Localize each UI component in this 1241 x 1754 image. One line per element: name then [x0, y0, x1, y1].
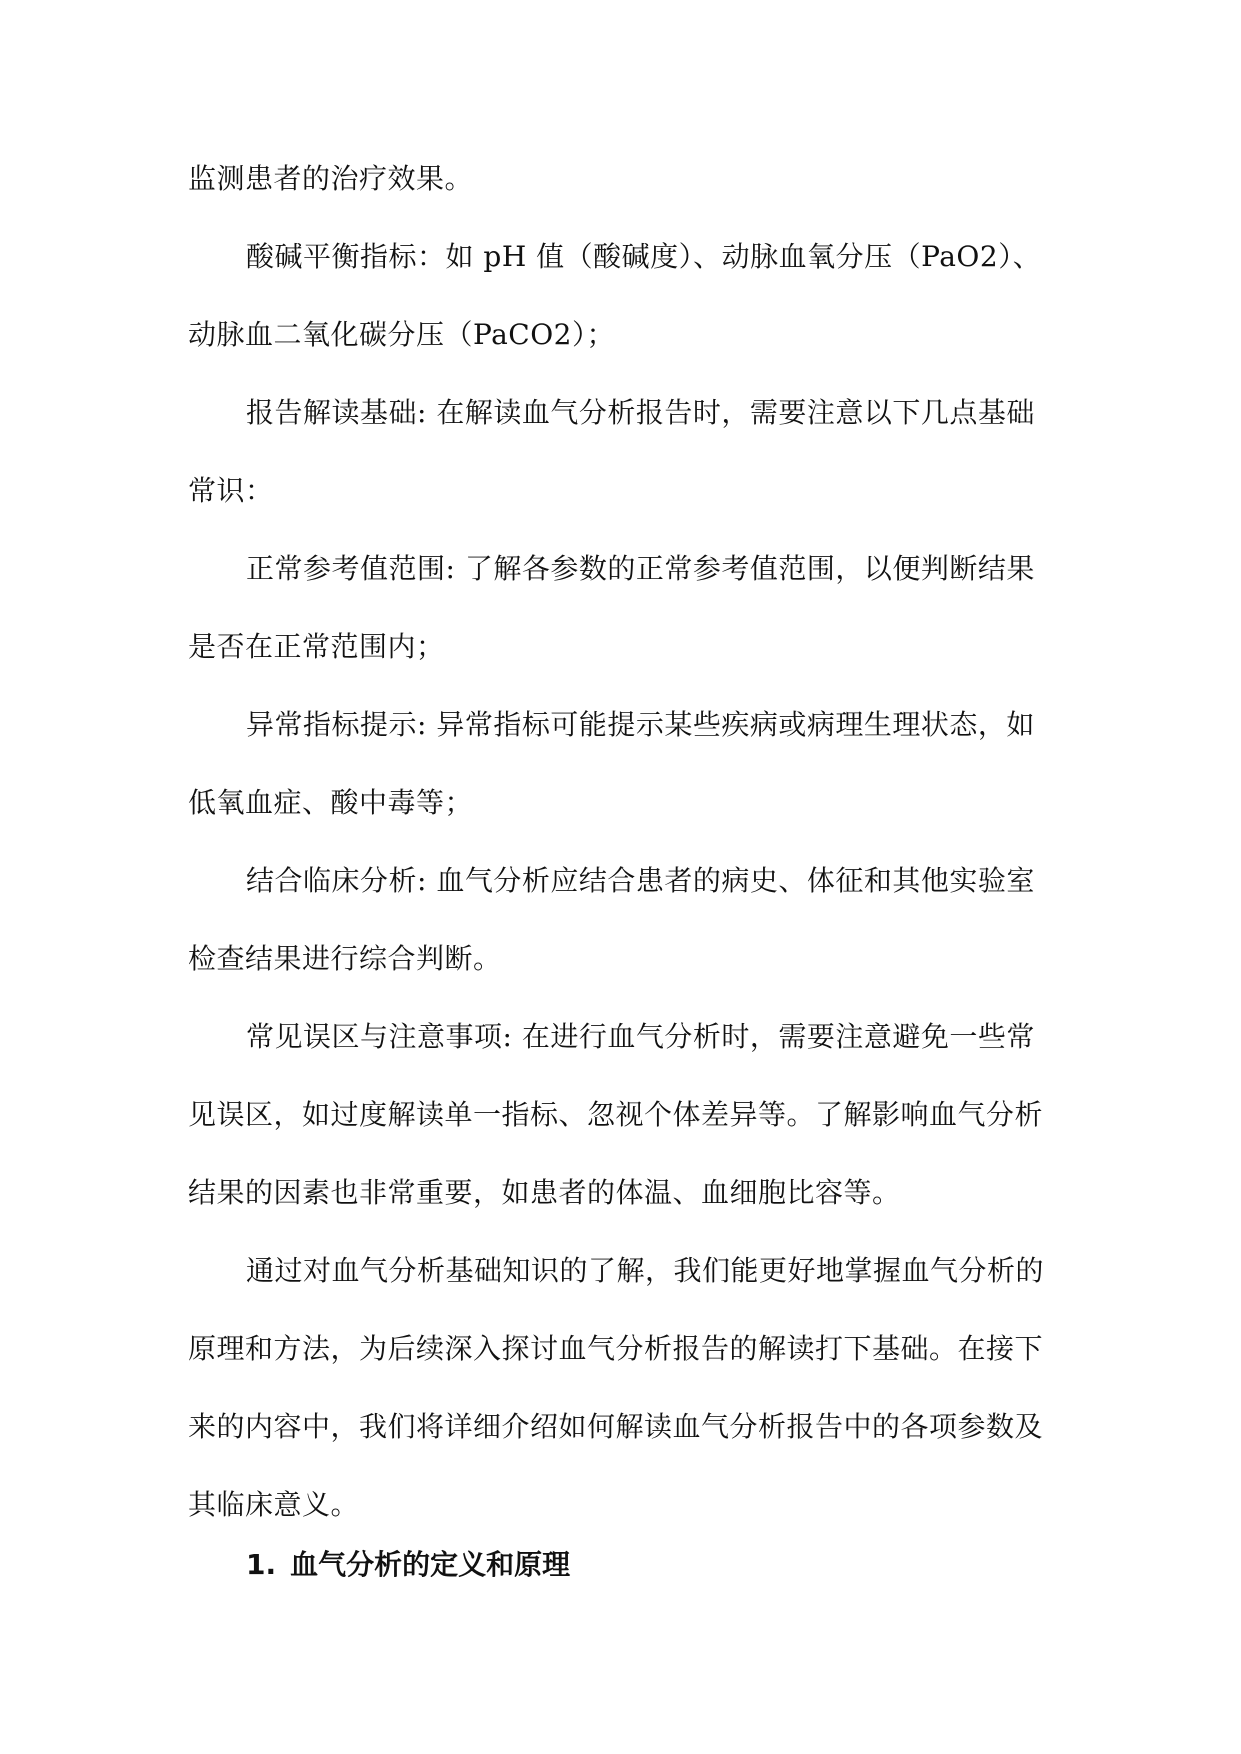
text-line: 是否在正常范围内； [188, 630, 445, 663]
text-line: 正常参考值范围: 了解各参数的正常参考值范围，以便判断结果 [246, 552, 1035, 585]
document-body [188, 140, 1058, 1544]
text-line: 常见误区与注意事项: 在进行血气分析时，需要注意避免一些常 [246, 1020, 1035, 1053]
section-title: 血气分析的定义和原理 [290, 1548, 571, 1581]
text-line: 来的内容中，我们将详细介绍如何解读血气分析报告中的各项参数及 [188, 1410, 1044, 1443]
text-line: 酸碱平衡指标：如 pH 值（酸碱度）、动脉血氧分压（PaO2）、 [246, 240, 1042, 273]
text-line: 异常指标提示: 异常指标可能提示某些疾病或病理生理状态，如 [246, 708, 1035, 741]
text-line: 低氧血症、酸中毒等； [188, 786, 474, 819]
text-line: 见误区，如过度解读单一指标、忽视个体差异等。了解影响血气分析 [188, 1098, 1044, 1131]
text-line: 结合临床分析: 血气分析应结合患者的病史、体征和其他实验室 [246, 864, 1035, 897]
text-line: 常识： [188, 474, 274, 507]
text-line: 通过对血气分析基础知识的了解，我们能更好地掌握血气分析的 [246, 1254, 1045, 1287]
text-line: 其临床意义。 [188, 1488, 360, 1521]
text-line: 报告解读基础: 在解读血气分析报告时，需要注意以下几点基础 [246, 396, 1035, 429]
text-line: 结果的因素也非常重要，如患者的体温、血细胞比容等。 [188, 1176, 901, 1209]
section-heading [246, 1545, 570, 1585]
text-line: 检查结果进行综合判断。 [188, 942, 502, 975]
section-number: 1. [246, 1548, 277, 1581]
text-line: 原理和方法，为后续深入探讨血气分析报告的解读打下基础。在接下 [188, 1332, 1044, 1365]
text-line: 动脉血二氧化碳分压（PaCO2）； [188, 318, 615, 351]
text-line: 监测患者的治疗效果。 [188, 162, 474, 195]
